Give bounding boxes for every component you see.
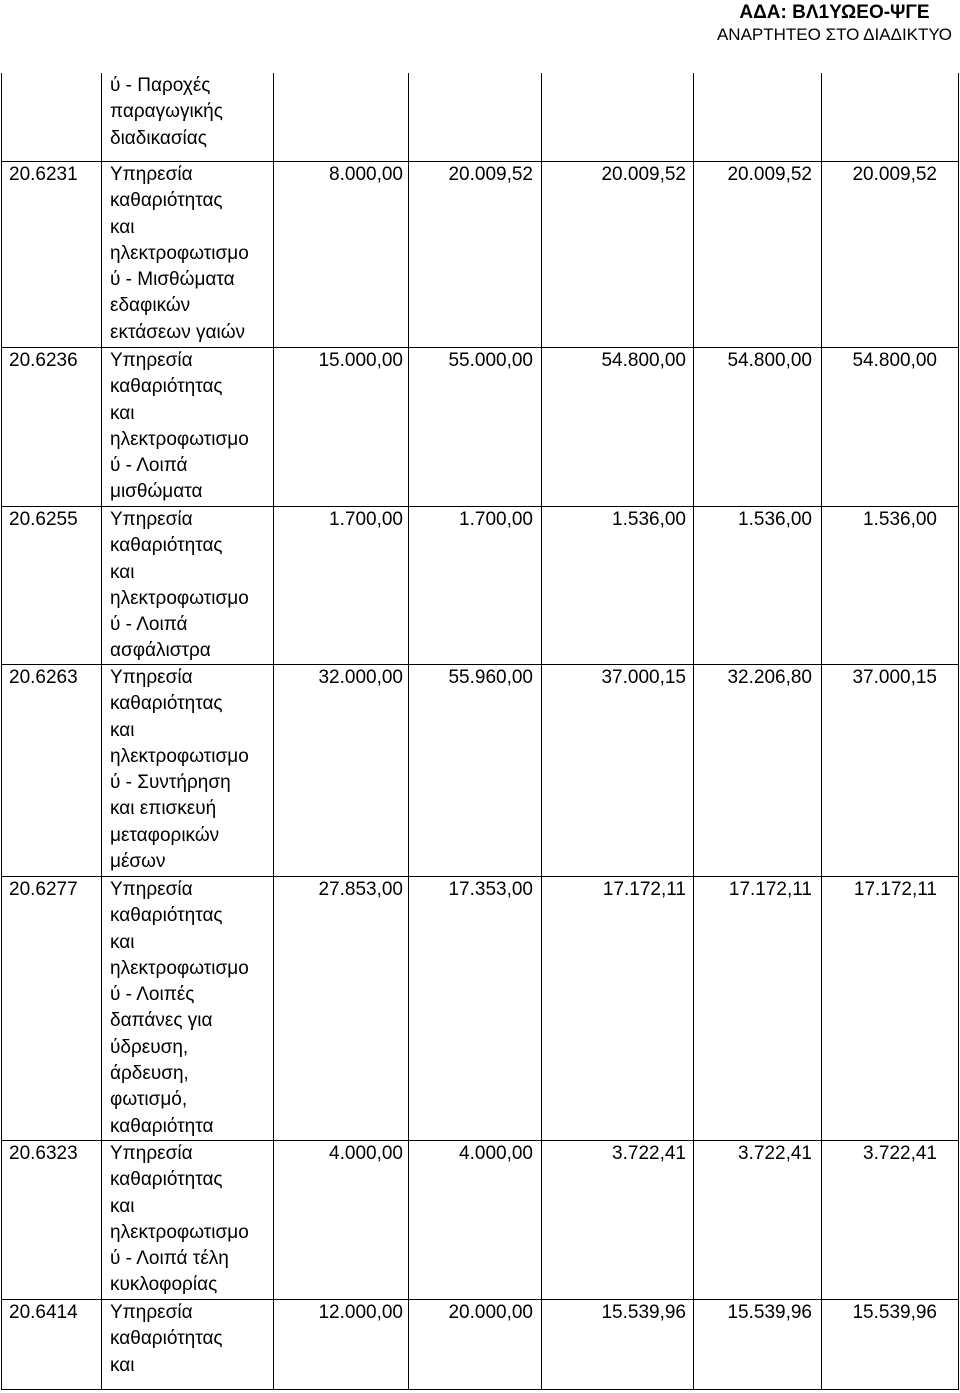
continued-description: ύ - Παροχές παραγωγικής διαδικασίας [110,75,223,149]
amount-cell: 20.009,52 [727,164,812,185]
amount-cell: 54.800,00 [852,350,937,371]
amount-cell: 20.000,00 [448,1302,533,1323]
column-divider [821,73,822,1390]
amount-cell: 15.539,96 [727,1302,812,1323]
posted-notice: ΑΝΑΡΤΗΤΕΟ ΣΤΟ ΔΙΑΔΙΚΤΥΟ [716,25,952,44]
column-divider [541,73,542,1390]
column-divider [101,73,102,1390]
amount-cell: 27.853,00 [318,879,403,900]
account-description: Υπηρεσία καθαριότητας και ηλεκτροφωτισμο ύ - Συντήρηση και επισκευή μεταφορικών μέσων [110,667,249,873]
amount-cell: 37.000,15 [852,667,937,688]
account-description: Υπηρεσία καθαριότητας και [110,1302,223,1376]
amount-cell: 20.009,52 [601,164,686,185]
account-description: Υπηρεσία καθαριότητας και ηλεκτροφωτισμο ύ - Λοιπά ασφάλιστρα [110,509,249,662]
account-code: 20.6263 [9,667,78,688]
table-border-right [958,73,959,1390]
document-header [717,2,952,46]
column-divider [408,73,409,1390]
amount-cell: 55.960,00 [448,667,533,688]
account-code: 20.6323 [9,1143,78,1164]
account-description: Υπηρεσία καθαριότητας και ηλεκτροφωτισμο ύ - Μισθώματα εδαφικών εκτάσεων γαιών [110,164,249,343]
amount-cell: 1.700,00 [459,509,533,530]
account-description: Υπηρεσία καθαριότητας και ηλεκτροφωτισμο ύ - Λοιπές δαπάνες για ύδρευση, άρδευση, φωτισμό, καθαριότητα [110,879,249,1137]
amount-cell: 54.800,00 [601,350,686,371]
account-description: Υπηρεσία καθαριότητας και ηλεκτροφωτισμο ύ - Λοιπά μισθώματα [110,350,249,503]
amount-cell: 15.539,96 [852,1302,937,1323]
account-description: Υπηρεσία καθαριότητας και ηλεκτροφωτισμο ύ - Λοιπά τέλη κυκλοφορίας [110,1143,249,1296]
amount-cell: 4.000,00 [329,1143,403,1164]
account-code: 20.6231 [9,164,78,185]
amount-cell: 8.000,00 [329,164,403,185]
amount-cell: 3.722,41 [738,1143,812,1164]
account-code: 20.6277 [9,879,78,900]
column-divider [273,73,274,1390]
amount-cell: 54.800,00 [727,350,812,371]
amount-cell: 1.700,00 [329,509,403,530]
ada-code: ΑΔΑ: ΒΛ1ΥΩΕΟ-ΨΓΕ [739,2,930,23]
amount-cell: 55.000,00 [448,350,533,371]
table-border-left [1,73,2,1390]
amount-cell: 17.172,11 [853,879,937,900]
amount-cell: 17.353,00 [448,879,533,900]
account-code: 20.6255 [9,509,78,530]
amount-cell: 32.206,80 [727,667,812,688]
amount-cell: 4.000,00 [459,1143,533,1164]
amount-cell: 20.009,52 [852,164,937,185]
amount-cell: 12.000,00 [318,1302,403,1323]
amount-cell: 17.172,11 [728,879,812,900]
account-code: 20.6414 [9,1302,78,1323]
table-bottom-border [1,1389,959,1390]
amount-cell: 20.009,52 [448,164,533,185]
amount-cell: 3.722,41 [612,1143,686,1164]
amount-cell: 37.000,15 [601,667,686,688]
column-divider [693,73,694,1390]
amount-cell: 17.172,11 [602,879,686,900]
amount-cell: 1.536,00 [612,509,686,530]
amount-cell: 15.000,00 [318,350,403,371]
amount-cell: 15.539,96 [601,1302,686,1323]
amount-cell: 3.722,41 [863,1143,937,1164]
amount-cell: 1.536,00 [738,509,812,530]
amount-cell: 32.000,00 [318,667,403,688]
account-code: 20.6236 [9,350,78,371]
amount-cell: 1.536,00 [863,509,937,530]
